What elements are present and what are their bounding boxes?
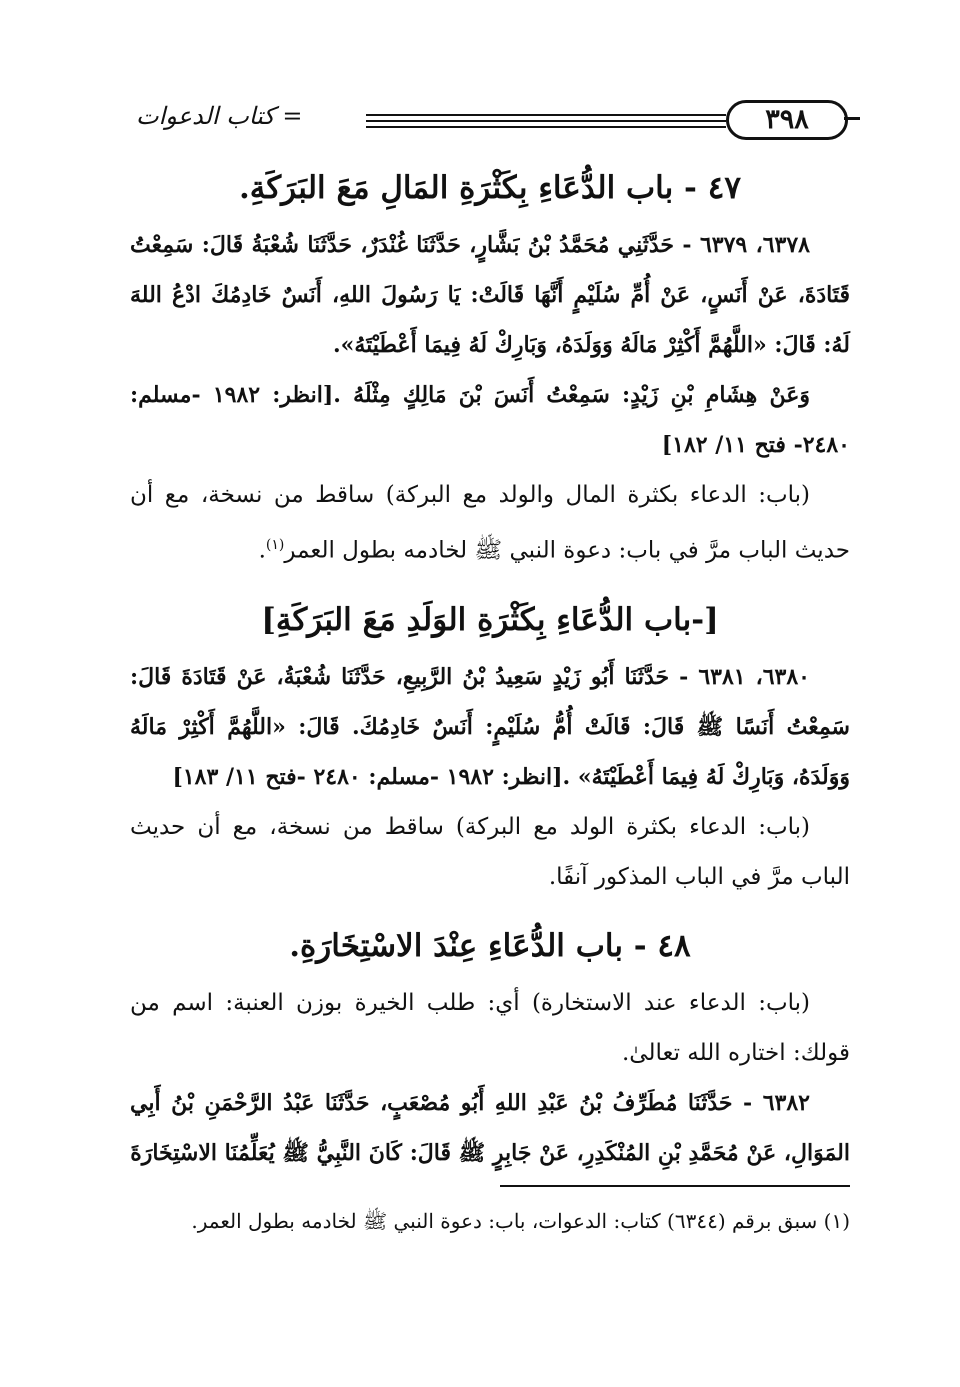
running-header bbox=[130, 100, 850, 144]
header-rule bbox=[366, 126, 726, 128]
header-rule bbox=[366, 114, 726, 116]
commentary-text: (باب: الدعاء بكثرة المال والولد مع البركة) ساقط من نسخة، مع أن حديث الباب مرَّ في باب: دعوة النبي ﷺ لخادمه بطول العمر$^{(١)}$. bbox=[130, 482, 850, 564]
hadith-text: وَعَنْ هِشَامِ بْنِ زَيْدٍ: سَمِعْتُ أَنَسَ بْنَ مَالِكٍ مِثْلَهُ .[انظر: ١٩٨٢ -مسلم: ٢٤٨٠- فتح ١١/ ١٨٢] bbox=[130, 382, 850, 458]
header-ornament bbox=[844, 117, 860, 120]
commentary-body: (باب: الدعاء بكثرة المال والولد مع البركة) ساقط من نسخة، مع أن حديث الباب مرَّ في باب: دعوة النبي ﷺ لخادمه بطول العمر bbox=[130, 482, 850, 564]
footnote-rule bbox=[500, 1185, 850, 1187]
chapter-heading-47: ٤٧ - باب الدُّعَاءِ بِكَثْرَةِ المَالِ مَعَ البَرَكَةِ. bbox=[238, 170, 742, 206]
commentary-text: (باب: الدعاء عند الاستخارة) أي: طلب الخيرة بوزن العنبة: اسم من قولك: اختاره الله تعالىٰ. bbox=[130, 989, 850, 1066]
footnote-ref: (١) bbox=[265, 537, 285, 553]
hadith-text: ٦٣٨٢ - حَدَّثَنَا مُطَرِّفُ بْنُ عَبْدِ اللهِ أَبُو مُصْعَبٍ، حَدَّثَنَا عَبْدُ الرَّحْمَنِ بْنُ أَبِي المَوَالِ، عَنْ مُحَمَّدِ بْنِ المُنْكَدِرِ، عَنْ جَابِرٍ ﷺ قَالَ: كَانَ النَّبِيُّ ﷺ يُعَلِّمُنَا الاسْتِخَارَةَ bbox=[130, 1089, 850, 1166]
hadith-text: ٦٣٧٨، ٦٣٧٩ - حَدَّثَنِي مُحَمَّدُ بْنُ بَشَّارٍ، حَدَّثَنَا غُنْدَرٌ، حَدَّثَنَا شُعْبَةُ قَالَ: سَمِعْتُ قَتَادَةَ، عَنْ أَنَسٍ، عَنْ أُمِّ سُلَيْمٍ أَنَّهَا قَالَتْ: يَا رَسُولَ اللهِ، أَنَسٌ خَادِمُكَ ادْعُ اللهَ لَهُ: قَالَ: «اللَّهُمَّ أَكْثِرْ مَالَهُ وَوَلَدَهُ، وَبَارِكْ لَهُ فِيمَا أَعْطَيْتَهُ». bbox=[130, 232, 850, 358]
chapter-heading-48: ٤٨ - باب الدُّعَاءِ عِنْدَ الاسْتِخَارَةِ. bbox=[289, 927, 691, 964]
page-number: ٣٩٨ bbox=[726, 100, 848, 140]
chapter-heading: [-باب الدُّعَاءِ بِكَثْرَةِ الوَلَدِ مَعَ البَرَكَةِ] bbox=[261, 601, 719, 638]
book-title: كتاب الدعوات = bbox=[136, 102, 303, 130]
page-body bbox=[130, 100, 850, 1178]
header-rule bbox=[366, 120, 726, 122]
footnote: (١) سبق برقم (٦٣٤٤) كتاب: الدعوات، باب: دعوة النبي ﷺ لخادمه بطول العمر. bbox=[191, 1209, 850, 1233]
hadith-text: ٦٣٨٠، ٦٣٨١ - حَدَّثَنَا أَبُو زَيْدٍ سَعِيدُ بْنُ الرَّبِيعِ، حَدَّثَنَا شُعْبَةُ، عَنْ قَتَادَةَ قَالَ: سَمِعْتُ أَنَسًا ﷺ قَالَ: قَالَتْ أُمُّ سُلَيْمٍ: أَنَسٌ خَادِمُكَ. قَالَ: «اللَّهُمَّ أَكْثِرْ مَالَهُ وَوَلَدَهُ، وَبَارِكْ لَهُ فِيمَا أَعْطَيْتَهُ» .[انظر: ١٩٨٢ -مسلم: ٢٤٨٠ -فتح ١١/ ١٨٣] bbox=[130, 663, 850, 790]
commentary-text: (باب: الدعاء بكثرة الولد مع البركة) ساقط من نسخة، مع أن حديث الباب مرَّ في الباب المذكور آنفًا. bbox=[130, 813, 850, 890]
